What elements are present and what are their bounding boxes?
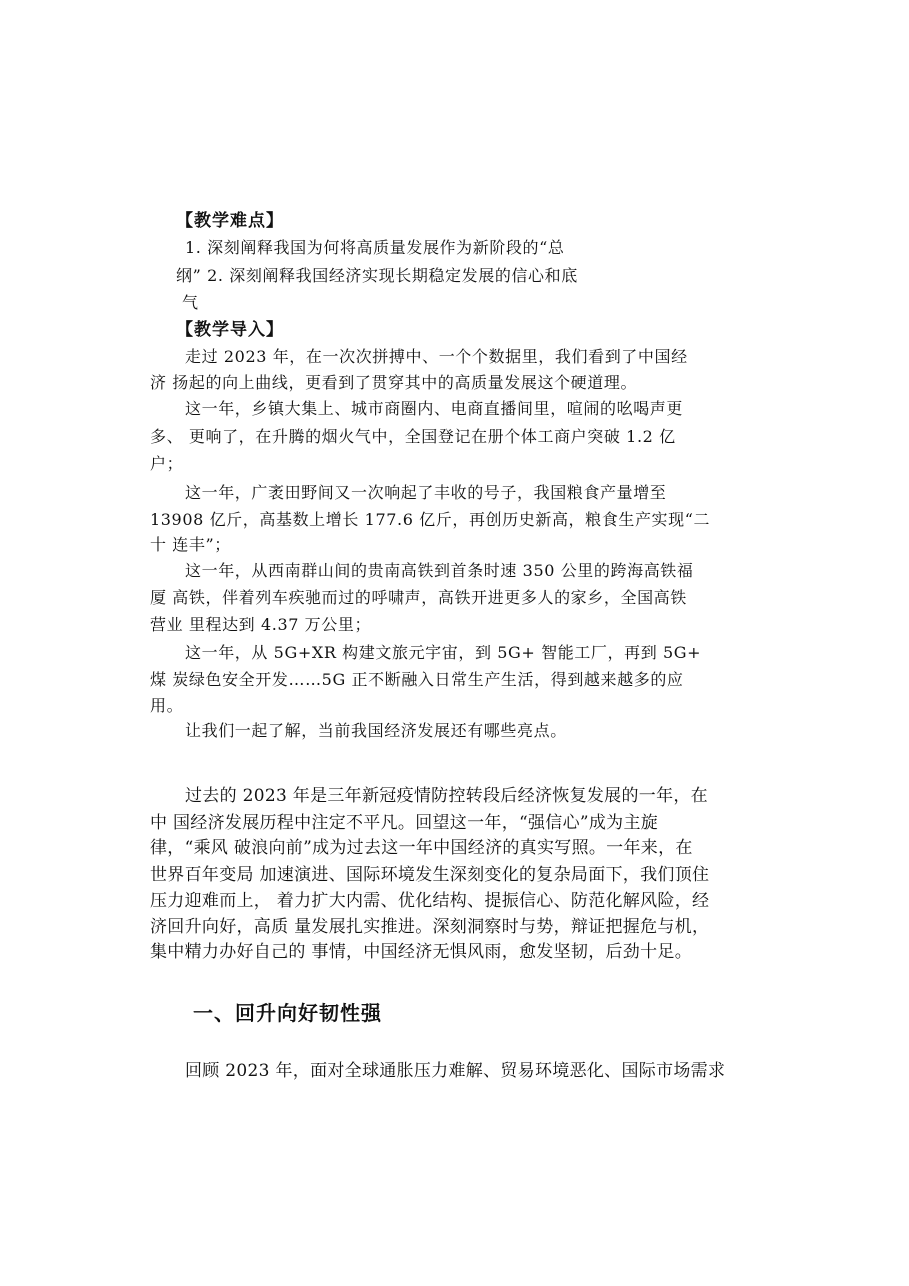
difficulty-line: 纲” 2. 深刻阐释我国经济实现长期稳定发展的信心和底 xyxy=(176,266,578,285)
intro-line: 用。 xyxy=(150,696,184,715)
body-line: 压力迎难而上， 着力扩大内需、优化结构、提振信心、防范化解风险，经 xyxy=(150,891,710,911)
intro-line: 多、 更响了，在升腾的烟火气中，全国登记在册个体工商户突破 1.2 亿 xyxy=(150,427,676,446)
intro-line: 这一年，从西南群山间的贵南高铁到首条时速 350 公里的跨海高铁福 xyxy=(185,561,694,580)
intro-line: 这一年，从 5G+XR 构建文旅元宇宙，到 5G+ 智能工厂，再到 5G+ xyxy=(185,643,702,662)
body-line: 过去的 2023 年是三年新冠疫情防控转段后经济恢复发展的一年，在 xyxy=(185,786,708,806)
intro-line: 这一年，广袤田野间又一次响起了丰收的号子，我国粮食产量增至 xyxy=(185,483,667,502)
intro-line: 走过 2023 年，在一次次拼搏中、一个个数据里，我们看到了中国经 xyxy=(185,347,688,366)
difficulty-heading: 【教学难点】 xyxy=(176,211,284,231)
difficulty-line: 气 xyxy=(182,293,199,312)
body-line: 世界百年变局 加速演进、国际环境发生深刻变化的复杂局面下，我们顶住 xyxy=(150,865,710,885)
intro-heading: 【教学导入】 xyxy=(176,320,284,340)
body-line: 济回升向好，高质 量发展扎实推进。深刻洞察时与势，辩证把握危与机， xyxy=(150,917,710,937)
intro-line: 厦 高铁，伴着列车疾驰而过的呼啸声，高铁开进更多人的家乡，全国高铁 xyxy=(150,588,687,607)
intro-line: 济 扬起的向上曲线，更看到了贯穿其中的高质量发展这个硬道理。 xyxy=(150,373,638,392)
intro-line: 营业 里程达到 4.37 万公里； xyxy=(150,615,372,634)
section-first-line: 回顾 2023 年，面对全球通胀压力难解、贸易环境恶化、国际市场需求 xyxy=(185,1061,726,1081)
difficulty-line: 1. 深刻阐释我国为何将高质量发展作为新阶段的“总 xyxy=(185,238,565,257)
intro-line: 煤 炭绿色安全开发……5G 正不断融入日常生产生活，得到越来越多的应 xyxy=(150,670,684,689)
intro-line: 13908 亿斤，高基数上增长 177.6 亿斤，再创历史新高，粮食生产实现“二 xyxy=(150,510,711,529)
body-line: 集中精力办好自己的 事情，中国经济无惧风雨，愈发坚韧，后劲十足。 xyxy=(150,942,693,962)
intro-line: 十 连丰”； xyxy=(150,535,231,554)
intro-line: 户； xyxy=(150,454,184,473)
body-line: 中 国经济发展历程中注定不平凡。回望这一年，“强信心”成为主旋 xyxy=(150,813,659,833)
section-heading: 一、回升向好韧性强 xyxy=(193,1001,382,1025)
intro-line: 这一年，乡镇大集上、城市商圈内、电商直播间里，喧闹的吆喝声更 xyxy=(185,399,684,418)
body-line: 律，“乘风 破浪向前”成为过去这一年中国经济的真实写照。一年来，在 xyxy=(150,838,693,858)
intro-line: 让我们一起了解，当前我国经济发展还有哪些亮点。 xyxy=(185,721,567,740)
